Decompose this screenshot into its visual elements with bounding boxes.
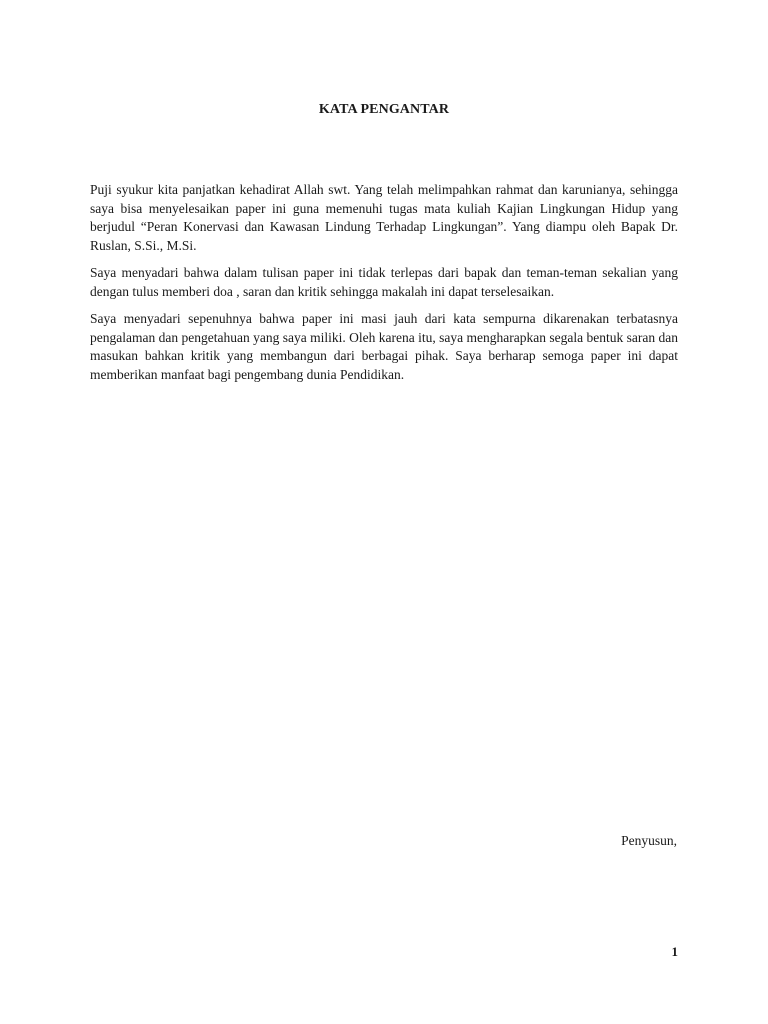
signature-label: Penyusun, xyxy=(621,833,677,848)
paragraph-2: Saya menyadari bahwa dalam tulisan paper ini tidak terlepas dari bapak dan teman-teman sekalian yang dengan tulus memberi doa , saran dan kritik sehingga makalah ini dapat terselesaikan. xyxy=(90,265,678,299)
document-body xyxy=(90,181,678,393)
page-title: KATA PENGANTAR xyxy=(318,102,450,117)
paragraph-1: Puji syukur kita panjatkan kehadirat Allah swt. Yang telah melimpahkan rahmat dan karunianya, sehingga saya bisa menyelesaikan paper ini guna memenuhi tugas mata kuliah Kajian Lingkungan Hidup yang berjudul “Peran Konervasi dan Kawasan Lindung Terhadap Lingkungan”. Yang diampu oleh Bapak Dr. Ruslan, S.Si., M.Si. xyxy=(90,182,678,253)
paragraph-3: Saya menyadari sepenuhnya bahwa paper ini masi jauh dari kata sempurna dikarenakan terbatasnya pengalaman dan pengetahuan yang saya miliki. Oleh karena itu, saya mengharapkan segala bentuk saran dan masukan bahkan kritik yang membangun dari berbagai pihak. Saya berharap semoga paper ini dapat memberikan manfaat bagi pengembang dunia Pendidikan. xyxy=(90,311,678,382)
page-number: 1 xyxy=(671,944,678,959)
